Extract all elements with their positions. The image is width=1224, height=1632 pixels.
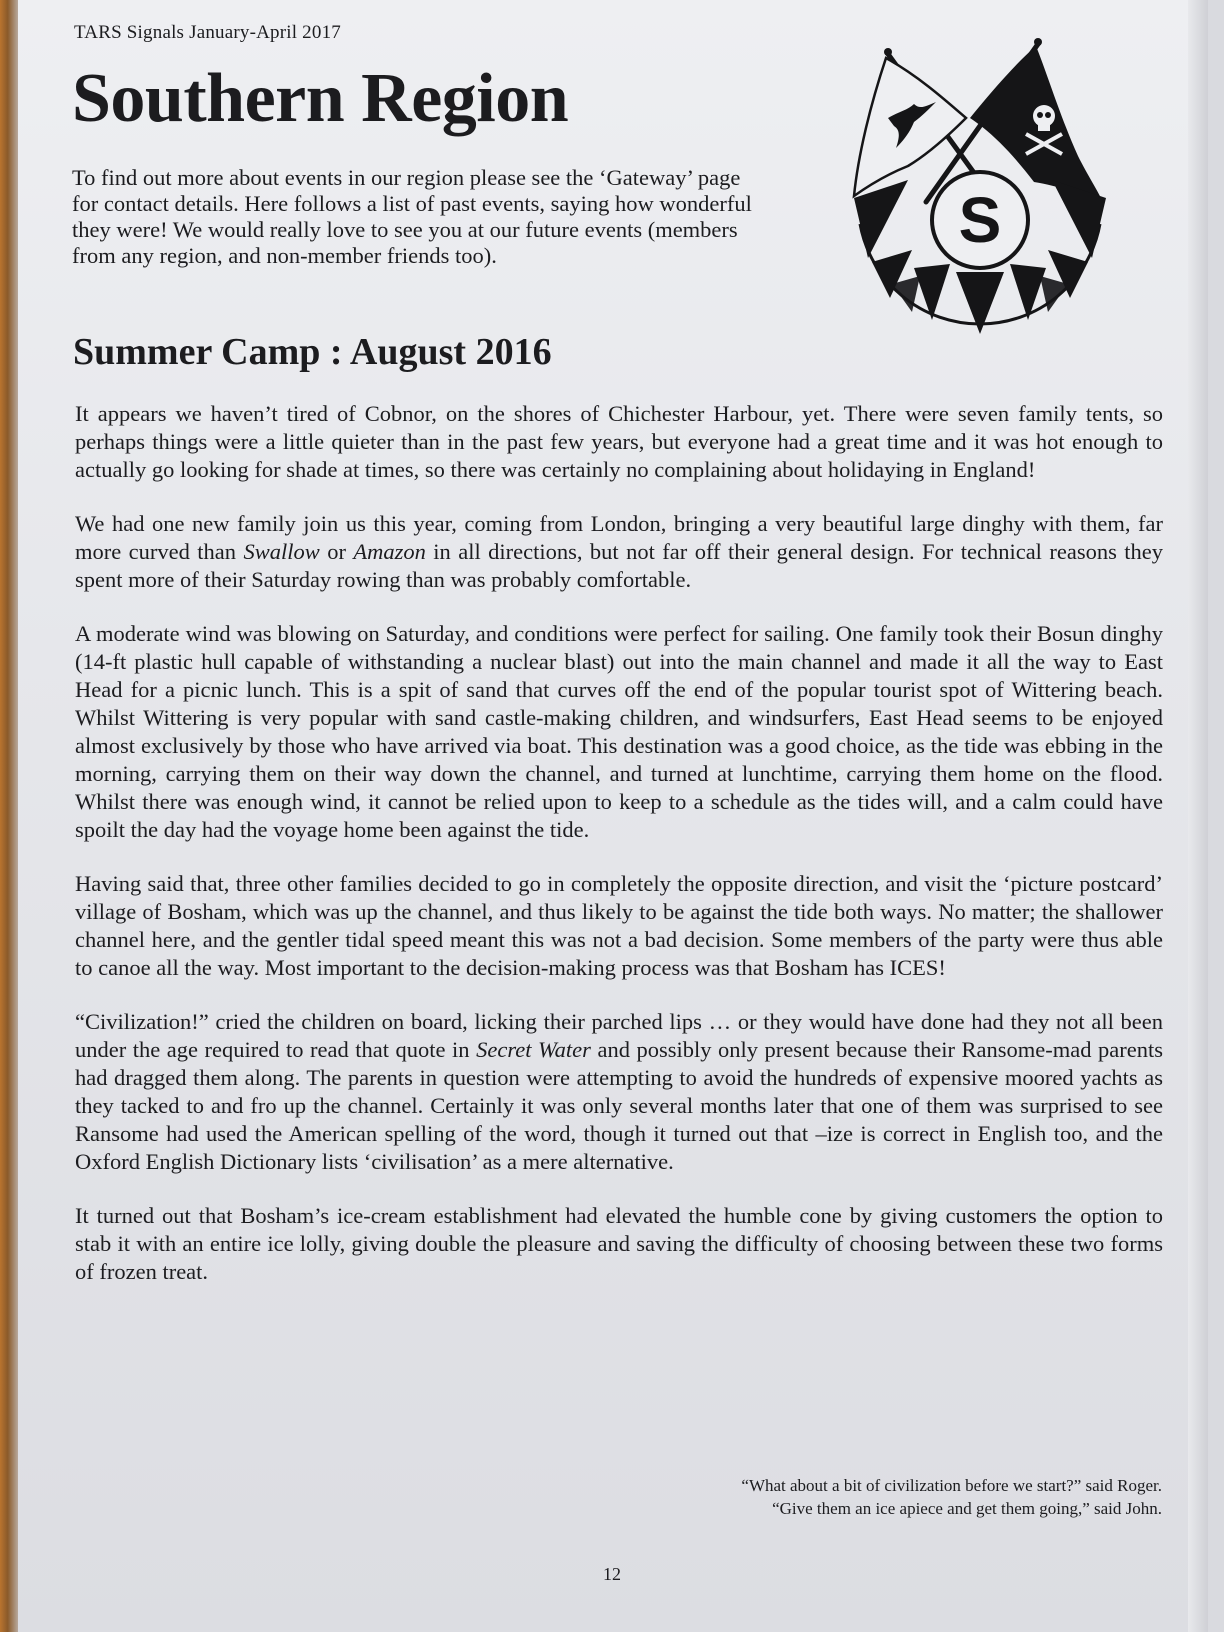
svg-text:S: S: [958, 184, 1002, 256]
page-title: Southern Region: [72, 60, 569, 137]
body-paragraph: [75, 510, 1163, 594]
page-edge: [1188, 0, 1208, 1632]
paragraph-text: A moderate wind was blowing on Saturday, and conditions were perfect for sailing. One family took their Bosun dinghy (14-ft plastic hull capable of withstanding a nuclear blast) out into the main channel and made it all the way to East Head for a picnic lunch. This is a spit of sand that curves off the end of the popular tourist spot of Wittering beach. Whilst Wittering is very popular with sand castle-making children, and windsurfers, East Head seems to be enjoyed almost exclusively by those who have arrived via boat. This destination was a good choice, as the tide was ebbing in the morning, carrying them on their way down the channel, and turned at lunchtime, carrying them home on the flood. Whilst there was enough wind, it cannot be relied upon to keep to a schedule as the tides will, and a calm could have spoilt the day had the voyage home been against the tide.: [75, 621, 1163, 842]
section-title: Summer Camp : August 2016: [73, 331, 552, 373]
body-paragraph: [75, 1202, 1163, 1286]
article-body: [75, 400, 1163, 1312]
italic-title: Amazon: [353, 539, 426, 564]
running-header: TARS Signals January-April 2017: [74, 22, 341, 43]
epigraph-line: “What about a bit of civilization before we start?” said Roger.: [741, 1476, 1162, 1495]
paragraph-text: and possibly only present because their Ransome-mad parents had dragged them along. The parents in question were attempting to avoid the hundreds of expensive moored yachts as they tacked to and fro up the channel. Certainly it was only several months later that one of them was surprised to see Ransome had used the American spelling of the word, though it turned out that –ize is correct in English too, and the Oxford English Dictionary lists ‘civilisation’ as a mere alternative.: [75, 1037, 1163, 1174]
paragraph-text: “Civilization!” cried the children on board, licking their parched lips … or they would have done had they not all been under the age required to read that quote in: [75, 1009, 1163, 1062]
epigraph-quote: [741, 1474, 1162, 1520]
italic-title: Swallow: [243, 539, 320, 564]
intro-paragraph: To find out more about events in our region please see the ‘Gateway’ page for contact details. Here follows a list of past events, saying how wonderful they were! We would really love to see you at our future events (members from any region, and non-member friends too).: [72, 165, 752, 268]
page-number: 12: [603, 1564, 621, 1584]
paragraph-text: It turned out that Bosham’s ice-cream establishment had elevated the humble cone by giving customers the option to stab it with an entire ice lolly, giving double the pleasure and saving the difficulty of choosing between these two forms of frozen treat.: [75, 1203, 1163, 1284]
paragraph-text: in all directions, but not far off their general design. For technical reasons they spent more of their Saturday rowing than was probably comfortable.: [75, 539, 1164, 592]
body-paragraph: [75, 1008, 1163, 1176]
paragraph-text: Having said that, three other families decided to go in completely the opposite direction, and visit the ‘picture postcard’ village of Bosham, which was up the channel, and thus likely to be against the tide both ways. No matter; the shallower channel here, and the gentler tidal speed meant this was not a bad decision. Some members of the party were thus able to canoe all the way. Most important to the decision-making process was that Bosham has ICES!: [75, 871, 1163, 980]
body-paragraph: [75, 870, 1163, 982]
body-paragraph: [75, 400, 1163, 484]
paragraph-text: We had one new family join us this year, coming from London, bringing a very beautiful large dinghy with them, far more curved than: [75, 511, 1163, 564]
crossed-flags-emblem-icon: [848, 36, 1112, 346]
paragraph-text: It appears we haven’t tired of Cobnor, on the shores of Chichester Harbour, yet. There were seven family tents, so perhaps things were a little quieter than in the past few years, but everyone had a great time and it was hot enough to actually go looking for shade at times, so there was certainly no complaining about holidaying in England!: [75, 401, 1163, 482]
italic-title: Secret Water: [476, 1037, 591, 1062]
paragraph-text: or: [319, 539, 354, 564]
epigraph-line: “Give them an ice apiece and get them going,” said John.: [772, 1499, 1162, 1518]
body-paragraph: [75, 620, 1163, 844]
